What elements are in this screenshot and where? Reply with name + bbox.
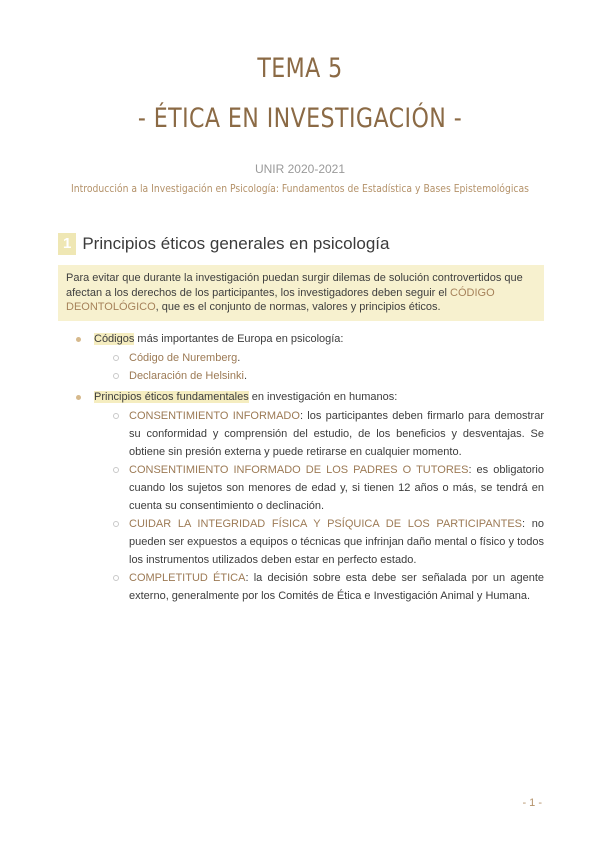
page-number: - 1 - xyxy=(522,797,542,809)
bullet-ring-icon xyxy=(113,373,119,379)
title-line-2: - ÉTICA EN INVESTIGACIÓN - xyxy=(137,103,463,134)
bullet-ring-icon xyxy=(113,467,119,473)
note-accent: CÓDIGO DEONTOLÓGICO xyxy=(66,286,495,313)
bullet-dot-icon xyxy=(76,395,81,400)
sub-item xyxy=(58,461,544,515)
bullet-list xyxy=(58,330,544,605)
bullet-ring-icon xyxy=(113,521,119,527)
bullet-ring-icon xyxy=(113,413,119,419)
sub-item-label: CONSENTIMIENTO INFORMADO DE LOS PADRES O TUTORES xyxy=(129,464,469,476)
note-box xyxy=(58,265,544,321)
sub-item-text: Código de Nuremberg xyxy=(129,352,238,364)
bullet-dot-icon xyxy=(76,337,81,342)
title-line-1: TEMA 5 xyxy=(257,53,343,84)
sub-item xyxy=(58,569,544,605)
principles-rest: en investigación en humanos: xyxy=(248,391,398,403)
bullet-ring-icon xyxy=(113,355,119,361)
sub-item xyxy=(58,407,544,461)
document-header xyxy=(0,44,600,195)
sub-item xyxy=(58,349,544,367)
section-heading xyxy=(58,233,389,255)
sub-item-suffix: . xyxy=(237,352,241,364)
subtitle: UNIR 2020-2021 xyxy=(254,162,346,176)
bullet-ring-icon xyxy=(113,575,119,581)
section-title: Principios éticos generales en psicología xyxy=(82,234,390,253)
sub-item-text: : es obligatorio cuando los sujetos son menores de edad y, si tienen 12 años o más, se tendrá en cuenta su consentimiento o declinación. xyxy=(129,464,544,512)
sub-item xyxy=(58,515,544,569)
sub-item xyxy=(58,367,544,385)
principles-highlight: Principios éticos fundamentales xyxy=(94,391,249,403)
list-item-principles xyxy=(58,388,544,406)
codes-highlight: Códigos xyxy=(94,333,135,345)
sub-item-text: Declaración de Helsinki xyxy=(129,370,244,382)
note-text-after: , que es el conjunto de normas, valores y principios éticos. xyxy=(155,301,441,313)
sub-item-text: : los participantes deben firmarlo para demostrar su conformidad y comprensión del estudio, de los beneficios y desventajas. Se obtiene sin presión externa y puede retirarse en cualquier momento. xyxy=(129,410,544,458)
sub-item-label: CONSENTIMIENTO INFORMADO xyxy=(129,410,300,422)
list-item-codes xyxy=(58,330,544,348)
course-name: Introducción a la Investigación en Psicología: Fundamentos de Estadística y Bases Epistemológicas xyxy=(71,182,529,195)
sub-item-text: : la decisión sobre esta debe ser señalada por un agente externo, generalmente por los Comités de Ética e Investigación Animal y Humana. xyxy=(129,572,544,602)
sub-item-suffix: . xyxy=(243,370,248,382)
sub-item-label: COMPLETITUD ÉTICA xyxy=(129,572,246,584)
sub-item-text: : no pueden ser expuestos a equipos o técnicas que infrinjan daño mental o físico y todos los instrumentos utilizados deben estar en perfecto estado. xyxy=(129,518,544,566)
section-number: 1 xyxy=(58,233,76,255)
codes-rest: más importantes de Europa en psicología: xyxy=(134,333,344,345)
sub-item-label: CUIDAR LA INTEGRIDAD FÍSICA Y PSÍQUICA DE LOS PARTICIPANTES xyxy=(129,518,522,530)
note-text-before: Para evitar que durante la investigación puedan surgir dilemas de solución controvertidos que afectan a los derechos de los participantes, los investigadores deben seguir el xyxy=(66,272,523,299)
